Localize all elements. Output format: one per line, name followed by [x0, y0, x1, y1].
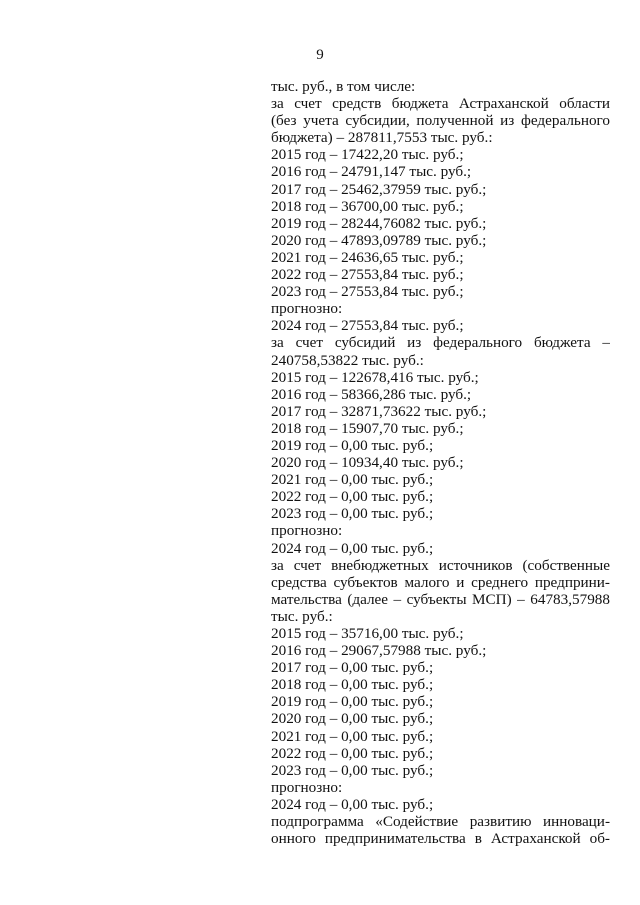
text-line: бюджета) – 287811,7553 тыс. руб.: — [271, 129, 493, 147]
text-line: 240758,53822 тыс. руб.: — [271, 351, 424, 369]
text-line: 2020 год – 47893,09789 тыс. руб.; — [271, 231, 487, 249]
document-text-block — [271, 78, 610, 847]
text-line: тыс. руб.: — [271, 607, 333, 625]
text-line: за счет внебюджетных источников (собственные — [271, 556, 610, 574]
text-line: 2021 год – 0,00 тыс. руб.; — [271, 727, 434, 745]
text-line: прогнозно: — [271, 300, 343, 318]
text-line: 2020 год – 10934,40 тыс. руб.; — [271, 454, 464, 472]
text-line: 2023 год – 27553,84 тыс. руб.; — [271, 283, 464, 301]
text-line: 2015 год – 17422,20 тыс. руб.; — [271, 146, 464, 164]
text-line: за счет средств бюджета Астраханской области — [271, 95, 610, 113]
page-number: 9 — [316, 47, 324, 63]
text-line: прогнозно: — [271, 522, 343, 540]
text-line: 2022 год – 0,00 тыс. руб.; — [271, 488, 434, 506]
text-line: 2019 год – 28244,76082 тыс. руб.; — [271, 214, 487, 232]
text-line: 2022 год – 27553,84 тыс. руб.; — [271, 266, 464, 284]
text-line: 2019 год – 0,00 тыс. руб.; — [271, 693, 434, 711]
text-line: 2022 год – 0,00 тыс. руб.; — [271, 744, 434, 762]
text-line: онного предпринимательства в Астраханской об- — [271, 830, 610, 848]
text-line: 2017 год – 0,00 тыс. руб.; — [271, 659, 434, 677]
text-line: за счет субсидий из федерального бюджета – — [271, 334, 610, 352]
text-line: 2024 год – 0,00 тыс. руб.; — [271, 539, 434, 557]
text-line: 2018 год – 36700,00 тыс. руб.; — [271, 197, 464, 215]
text-line: 2023 год – 0,00 тыс. руб.; — [271, 505, 434, 523]
text-line: 2019 год – 0,00 тыс. руб.; — [271, 436, 434, 454]
text-line: мательства (далее – субъекты МСП) – 64783,57988 — [271, 590, 610, 608]
text-line: 2016 год – 58366,286 тыс. руб.; — [271, 385, 472, 403]
text-line: 2017 год – 25462,37959 тыс. руб.; — [271, 180, 487, 198]
text-line: 2017 год – 32871,73622 тыс. руб.; — [271, 402, 487, 420]
text-line: 2020 год – 0,00 тыс. руб.; — [271, 710, 434, 728]
text-line: 2018 год – 15907,70 тыс. руб.; — [271, 419, 464, 437]
text-line: 2016 год – 29067,57988 тыс. руб.; — [271, 642, 487, 660]
text-line: 2024 год – 0,00 тыс. руб.; — [271, 795, 434, 813]
text-line: (без учета субсидии, полученной из федерального — [271, 112, 610, 130]
text-line: прогнозно: — [271, 778, 343, 796]
text-line: 2024 год – 27553,84 тыс. руб.; — [271, 317, 464, 335]
text-line: 2015 год – 122678,416 тыс. руб.; — [271, 368, 479, 386]
text-line: 2018 год – 0,00 тыс. руб.; — [271, 676, 434, 694]
text-line: 2021 год – 24636,65 тыс. руб.; — [271, 248, 464, 266]
text-line: тыс. руб., в том числе: — [271, 78, 416, 95]
text-line: средства субъектов малого и среднего предприни- — [271, 573, 610, 591]
text-line: 2023 год – 0,00 тыс. руб.; — [271, 761, 434, 779]
text-line: подпрограмма «Содействие развитию инноваци- — [271, 813, 610, 831]
text-line: 2016 год – 24791,147 тыс. руб.; — [271, 163, 472, 181]
text-line: 2015 год – 35716,00 тыс. руб.; — [271, 625, 464, 642]
text-line: 2021 год – 0,00 тыс. руб.; — [271, 471, 434, 489]
